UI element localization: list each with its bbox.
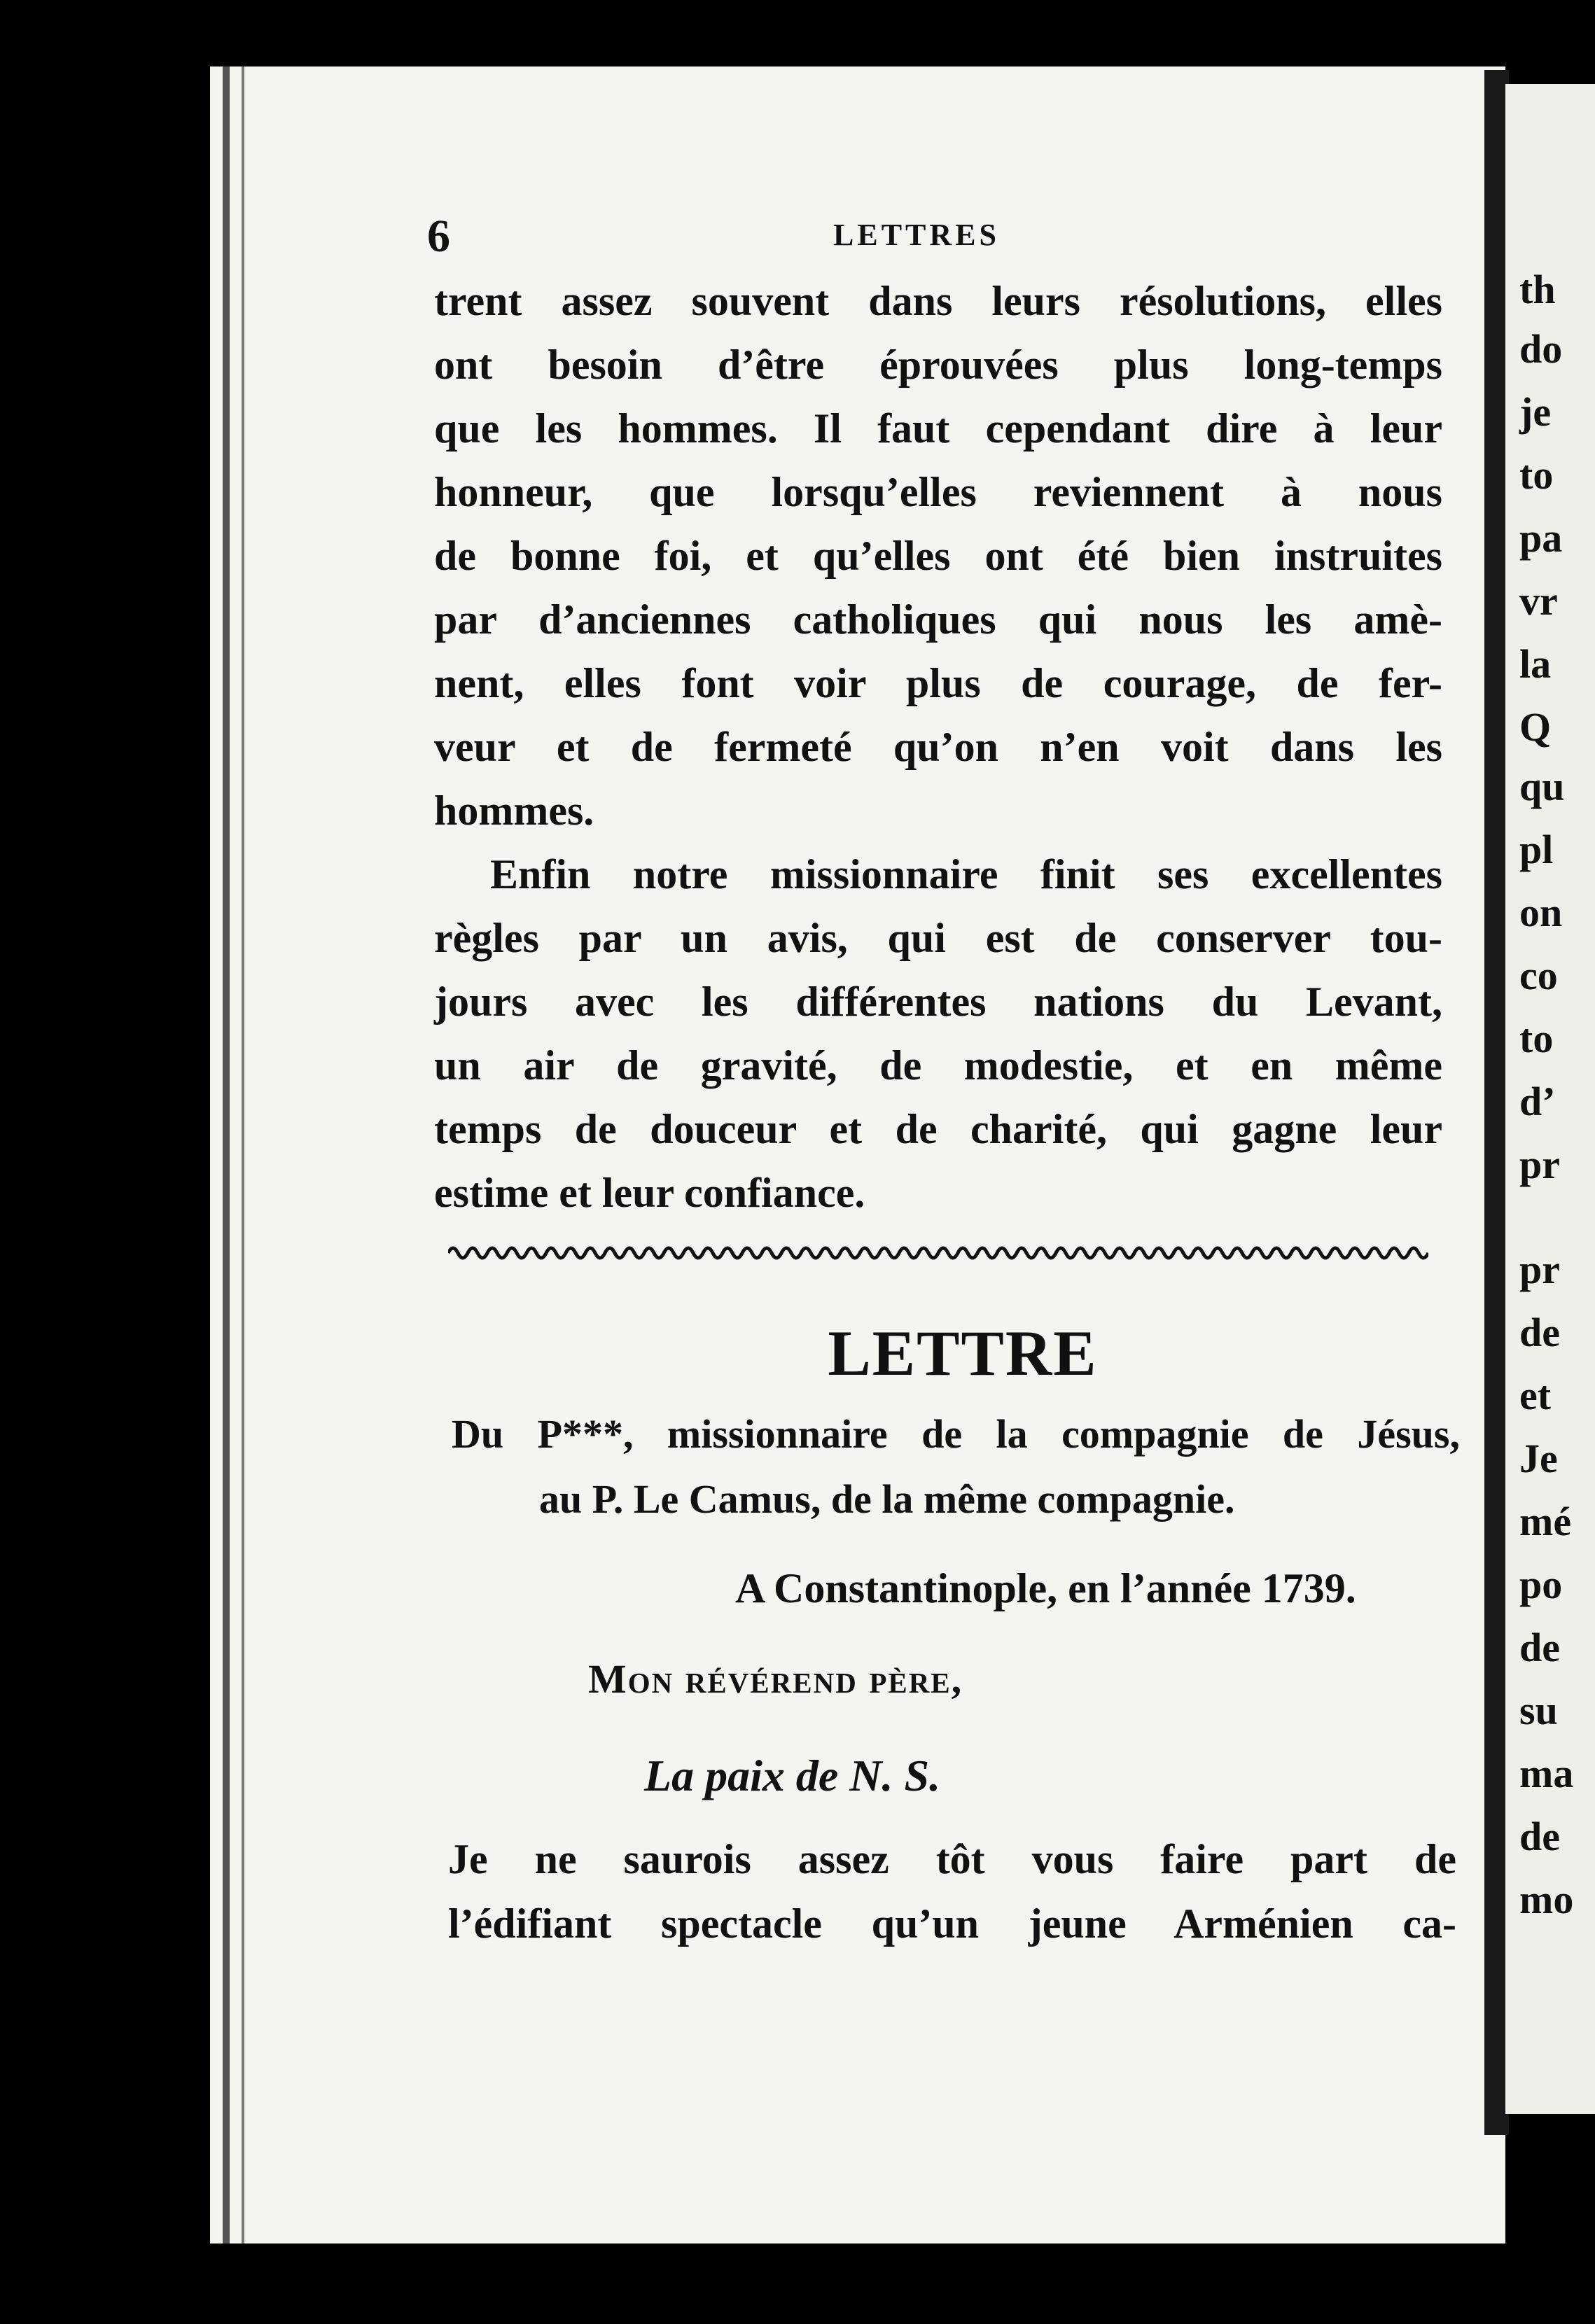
facing-page-fragment: vr <box>1519 578 1558 624</box>
facing-page-fragment: mé <box>1519 1499 1572 1544</box>
text-line: ont besoin d’être éprouvées plus long-temps <box>434 342 1442 388</box>
facing-page-fragment: pr <box>1519 1142 1560 1187</box>
facing-page-fragment: pr <box>1519 1247 1560 1292</box>
page-gutter-inner <box>242 66 244 2244</box>
facing-page-fragment: ma <box>1519 1751 1574 1796</box>
text-line: que les hommes. Il faut cependant dire à leur <box>434 405 1442 451</box>
text-line: par d’anciennes catholiques qui nous les amè- <box>434 596 1442 643</box>
facing-page-fragment: pl <box>1519 827 1554 872</box>
facing-page-fragment: pa <box>1519 515 1563 561</box>
facing-page-fragment: Je <box>1519 1436 1558 1481</box>
letter-blessing: La paix de N. S. <box>644 1751 941 1800</box>
facing-page-fragment: mo <box>1519 1877 1574 1922</box>
text-line: règles par un avis, qui est de conserver tou- <box>434 915 1442 961</box>
running-head: LETTRES <box>833 218 1000 252</box>
facing-page-fragment: Q <box>1519 704 1552 750</box>
facing-page-fragment: je <box>1519 389 1552 435</box>
text-line: l’édifiant spectacle qu’un jeune Arménien ca- <box>448 1900 1456 1947</box>
body-text <box>434 270 1442 1225</box>
page-header <box>427 210 1456 262</box>
facing-page-fragment: de <box>1519 1310 1560 1355</box>
facing-page-fragment: to <box>1519 1016 1554 1061</box>
wavy-rule-ornament <box>448 1239 1428 1267</box>
facing-page-fragment: po <box>1519 1562 1563 1607</box>
letter-place-date: A Constantinople, en l’année 1739. <box>735 1565 1356 1611</box>
facing-page-fragment: de <box>1519 1814 1560 1859</box>
letter-title: LETTRE <box>828 1317 1098 1389</box>
facing-page-fragment: la <box>1519 641 1552 687</box>
text-line: de bonne foi, et qu’elles ont été bien instruites <box>434 533 1442 579</box>
facing-page-fragment: su <box>1519 1688 1558 1733</box>
text-line: jours avec les différentes nations du Levant, <box>434 979 1442 1025</box>
text-line: Enfin notre missionnaire finit ses excellentes <box>490 851 1442 897</box>
facing-page-fragment: qu <box>1519 764 1565 809</box>
facing-page-fragment: do <box>1519 326 1563 372</box>
letter-body-text <box>448 1827 1456 1956</box>
text-line: hommes. <box>434 788 594 834</box>
facing-page <box>1505 84 1595 2114</box>
letter-salutation: Mon révérend père, <box>588 1656 963 1702</box>
page-number: 6 <box>427 211 450 262</box>
facing-page-fragment: to <box>1519 452 1554 498</box>
letter-subtitle-line2: au P. Le Camus, de la même compagnie. <box>539 1476 1235 1522</box>
text-line: veur et de fermeté qu’on n’en voit dans les <box>434 724 1442 770</box>
text-line: Je ne saurois assez tôt vous faire part de <box>448 1836 1456 1882</box>
text-line: nent, elles font voir plus de courage, de fer- <box>434 660 1442 706</box>
facing-page-fragment: de <box>1519 1625 1560 1670</box>
text-line: un air de gravité, de modestie, et en même <box>434 1042 1442 1088</box>
text-line: temps de douceur et de charité, qui gagne leur <box>434 1106 1442 1152</box>
text-line: trent assez souvent dans leurs résolutions, elles <box>434 278 1442 324</box>
facing-page-fragment: et <box>1519 1373 1552 1418</box>
facing-page-fragment: on <box>1519 890 1563 935</box>
facing-page-fragment: co <box>1519 953 1558 998</box>
text-line: estime et leur confiance. <box>434 1170 865 1216</box>
facing-page-fragment: d’ <box>1519 1079 1556 1124</box>
page-gutter <box>223 66 230 2244</box>
text-line: honneur, que lorsqu’elles reviennent à nous <box>434 469 1442 515</box>
letter-subtitle-line1: Du P***, missionnaire de la compagnie de Jésus, <box>452 1411 1460 1457</box>
facing-page-fragment: th <box>1519 267 1556 312</box>
